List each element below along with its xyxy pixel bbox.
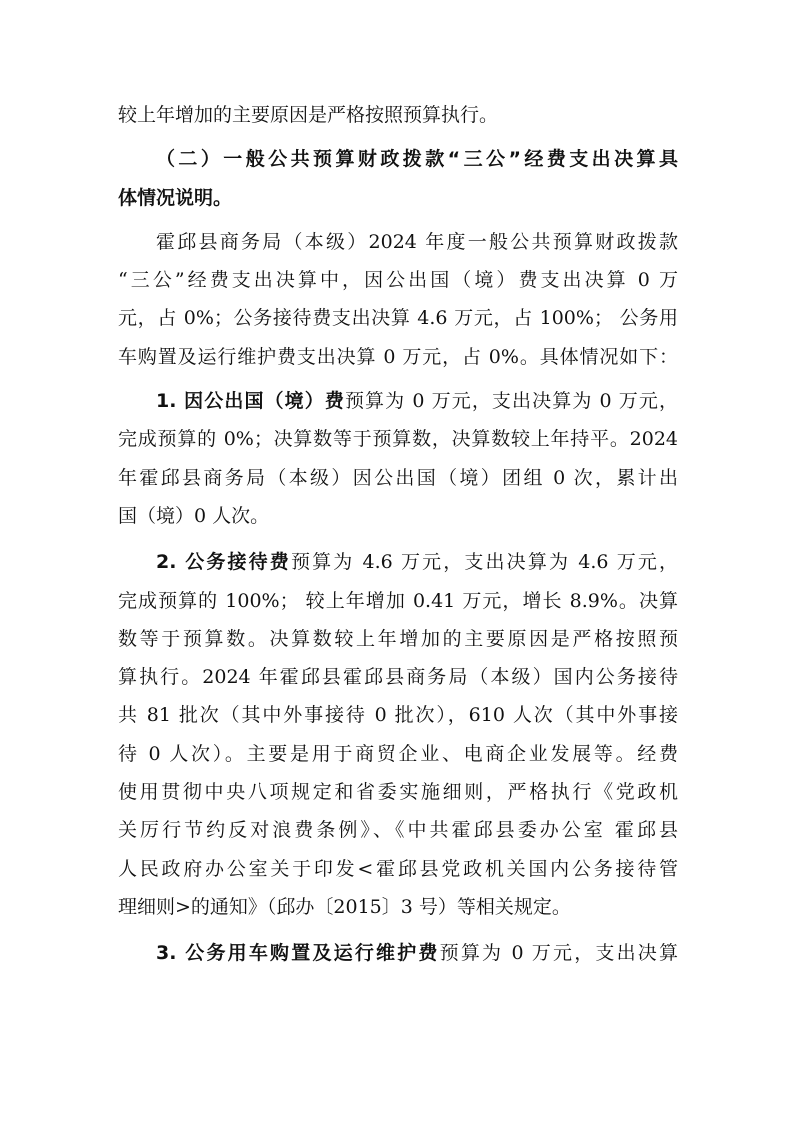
item1-line2: 完成预算的 0%；决算数等于预算数，决算数较上年持平。2024 bbox=[118, 428, 678, 451]
section-heading-line2: 体情况说明。 bbox=[118, 186, 233, 209]
item2-line9: 人民政府办公室关于印发<霍邱县党政机关国内公务接待管 bbox=[118, 857, 678, 880]
section-heading-line1: （二）一般公共预算财政拨款“三公”经费支出决算具 bbox=[156, 148, 678, 171]
document-page bbox=[118, 96, 678, 973]
item3-line1-text: 预算为 0 万元，支出决算 bbox=[439, 942, 678, 965]
intro-line: 较上年增加的主要原因是严格按照预算执行。 bbox=[118, 104, 499, 126]
summary-line1: 霍邱县商务局（本级）2024 年度一般公共预算财政拨款 bbox=[156, 230, 678, 253]
item1-title: 1. 因公出国（境）费 bbox=[156, 390, 345, 413]
summary-line4: 车购置及运行维护费支出决算 0 万元，占 0%。具体情况如下： bbox=[118, 345, 678, 368]
summary-line3: 元，占 0%；公务接待费支出决算 4.6 万元，占 100%； 公务用 bbox=[118, 307, 678, 330]
item2-line10: 理细则>的通知》（邱办〔2015〕3 号）等相关规定。 bbox=[118, 895, 571, 918]
item2-title: 2. 公务接待费 bbox=[156, 551, 291, 574]
item2-line1 bbox=[118, 543, 678, 581]
summary-line2: “三公”经费支出决算中，因公出国（境）费支出决算 0 万 bbox=[118, 269, 678, 292]
item3-title: 3. 公务用车购置及运行维护费 bbox=[156, 942, 440, 965]
item1-line1-text: 预算为 0 万元，支出决算为 0 万元， bbox=[344, 390, 678, 413]
item2-line6: 待 0 人次）。主要是用于商贸企业、电商企业发展等。经费 bbox=[118, 742, 678, 765]
item2-line3: 数等于预算数。决算数较上年增加的主要原因是严格按照预 bbox=[118, 627, 678, 650]
item2-line2: 完成预算的 100%； 较上年增加 0.41 万元，增长 8.9%。决算 bbox=[118, 589, 678, 612]
item1-line3: 年霍邱县商务局（本级）因公出国（境）团组 0 次，累计出 bbox=[118, 466, 678, 489]
item2-line5: 共 81 批次（其中外事接待 0 批次），610 人次（其中外事接 bbox=[118, 704, 678, 727]
item2-line1-text: 预算为 4.6 万元，支出决算为 4.6 万元， bbox=[290, 551, 678, 574]
item2-line4: 算执行。2024 年霍邱县霍邱县商务局（本级）国内公务接待 bbox=[118, 666, 678, 689]
item2-line7: 使用贯彻中央八项规定和省委实施细则，严格执行《党政机 bbox=[118, 781, 678, 804]
item2-line8: 关厉行节约反对浪费条例》、《中共霍邱县委办公室 霍邱县 bbox=[118, 819, 678, 842]
item3-line1 bbox=[118, 934, 678, 972]
item1-line1 bbox=[118, 382, 678, 420]
item1-line4: 国（境）0 人次。 bbox=[118, 504, 270, 527]
